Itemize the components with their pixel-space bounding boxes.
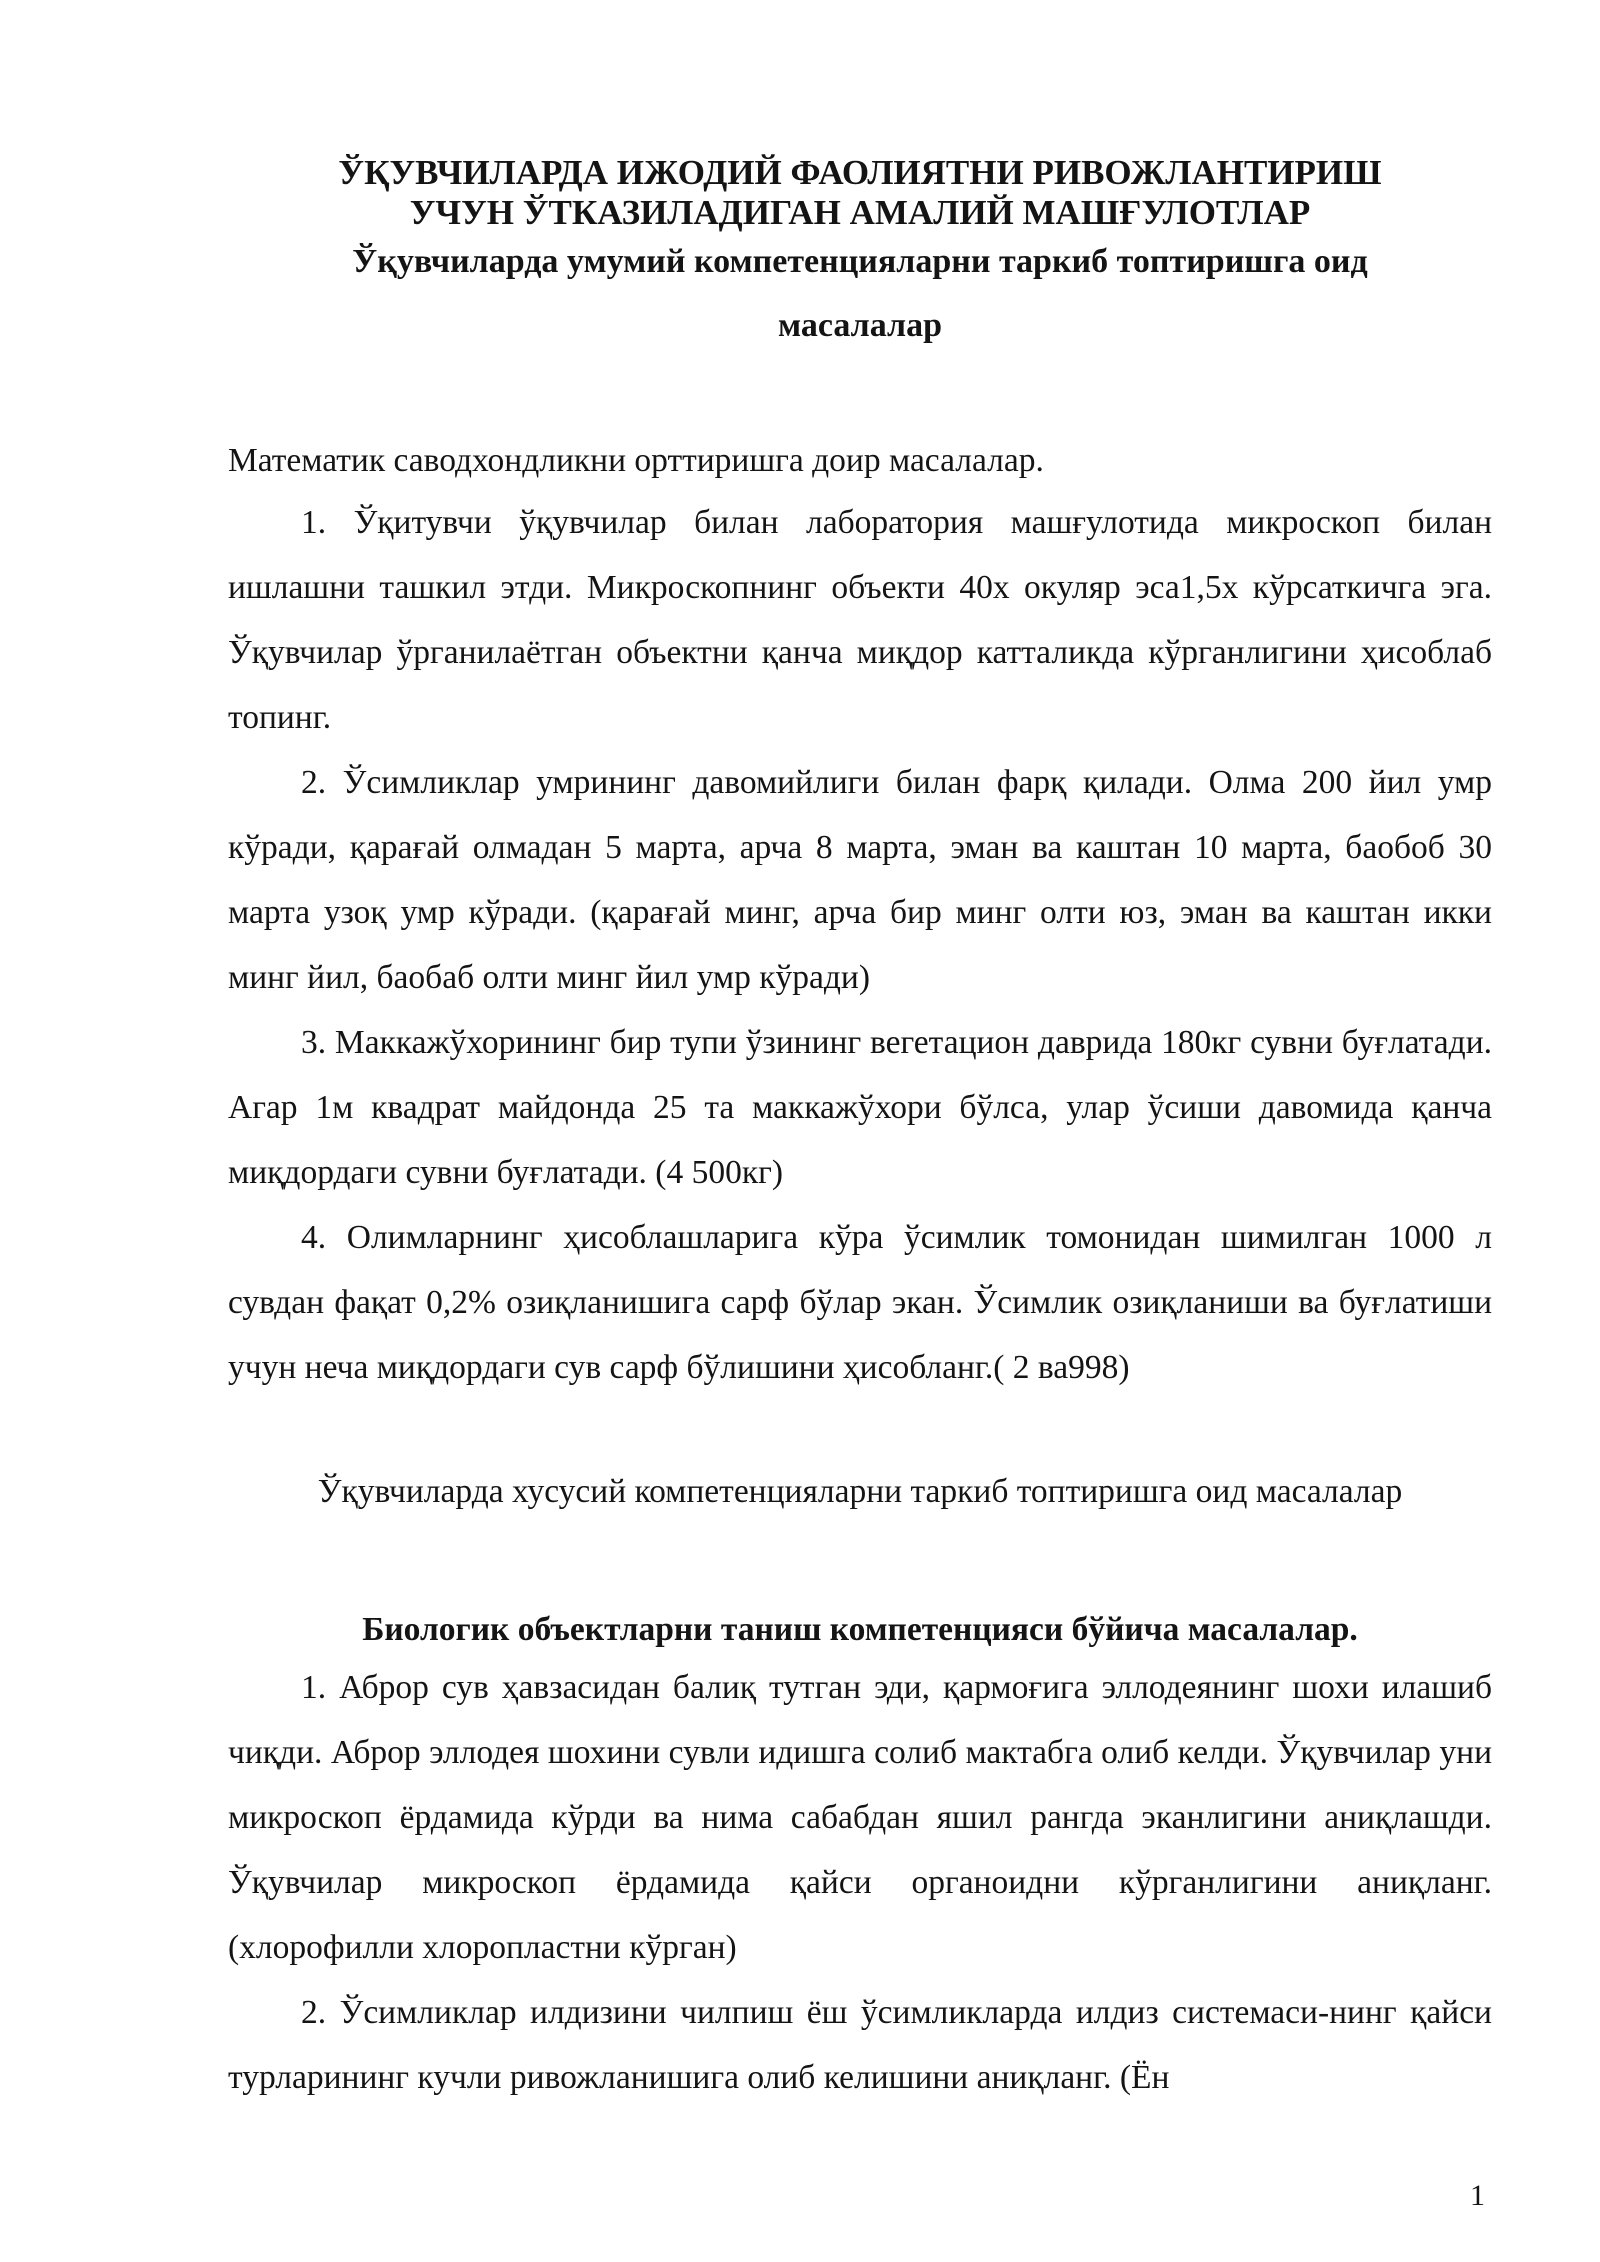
intro-paragraph: Математик саводхондликни орттиришга доир масалалар. bbox=[228, 442, 1044, 479]
title-line-1: ЎҚУВЧИЛАРДА ИЖОДИЙ ФАОЛИЯТНИ РИВОЖЛАНТИРИШ bbox=[338, 153, 1382, 192]
page-number: 1 bbox=[1470, 2179, 1485, 2212]
bio-problem-1: 1. Аброр сув ҳавзасидан балиқ тутган эди, қармоғига эллодеянинг шохи илашиб чиқди. Аброр эллодея шохини сувли идишга солиб мактабга олиб келди. Ўқувчилар уни микроскоп ёрдамида кўрди ва нима сабабдан яшил рангда эканлигини аниқлашди. Ўқувчилар микроскоп ёрдамида қайси органоидни кўрганлигини аниқланг. (хлорофилли хлоропластни кўрган) bbox=[228, 1669, 1492, 1966]
math-problem-1: 1. Ўқитувчи ўқувчилар билан лаборатория машғулотида микроскоп билан ишлашни ташкил этди. Микроскопнинг объекти 40х окуляр эса1,5х кўрсаткичга эга. Ўқувчилар ўрганилаётган объектни қанча миқдор катталикда кўрганлигини ҳисоблаб топинг. bbox=[228, 504, 1492, 736]
math-problem-4: 4. Олимларнинг ҳисоблашларига кўра ўсимлик томонидан шимилган 1000 л сувдан фақат 0,2% озиқланишига сарф бўлар экан. Ўсимлик озиқланиши ва буғлатиши учун неча миқдордаги сув сарф бўлишини ҳисобланг.( 2 ва998) bbox=[228, 1219, 1492, 1386]
specific-competencies-heading: Ўқувчиларда хусусий компетенцияларни таркиб топтиришга оид масалалар bbox=[317, 1473, 1403, 1510]
math-problems-list bbox=[228, 490, 1492, 1400]
title-line-2: УЧУН ЎТКАЗИЛАДИГАН АМАЛИЙ МАШҒУЛОТЛАР bbox=[409, 193, 1311, 232]
subtitle-line-2: масалалар bbox=[777, 307, 943, 344]
bio-problem-2: 2. Ўсимликлар илдизини чилпиш ёш ўсимликларда илдиз системаси-нинг қайси турларининг кучли ривожланишига олиб келишини аниқланг. (Ён bbox=[228, 1994, 1492, 2096]
subtitle-line-1: Ўқувчиларда умумий компетенцияларни таркиб топтиришга оид bbox=[352, 243, 1368, 280]
biology-section-heading: Биологик объектларни таниш компетенцияси бўйича масалалар. bbox=[362, 1611, 1358, 1648]
math-problem-3: 3. Маккажўхорининг бир тупи ўзининг вегетацион даврида 180кг сувни буғлатади. Агар 1м квадрат майдонда 25 та маккажўхори бўлса, улар ўсиши давомида қанча миқдордаги сувни буғлатади. (4 500кг) bbox=[228, 1024, 1492, 1191]
biology-problems-list bbox=[228, 1655, 1492, 2110]
math-problem-2: 2. Ўсимликлар умрининг давомийлиги билан фарқ қилади. Олма 200 йил умр кўради, қарағай олмадан 5 марта, арча 8 марта, эман ва каштан 10 марта, баобоб 30 марта узоқ умр кўради. (қарағай минг, арча бир минг олти юз, эман ва каштан икки минг йил, баобаб олти минг йил умр кўради) bbox=[228, 764, 1492, 996]
